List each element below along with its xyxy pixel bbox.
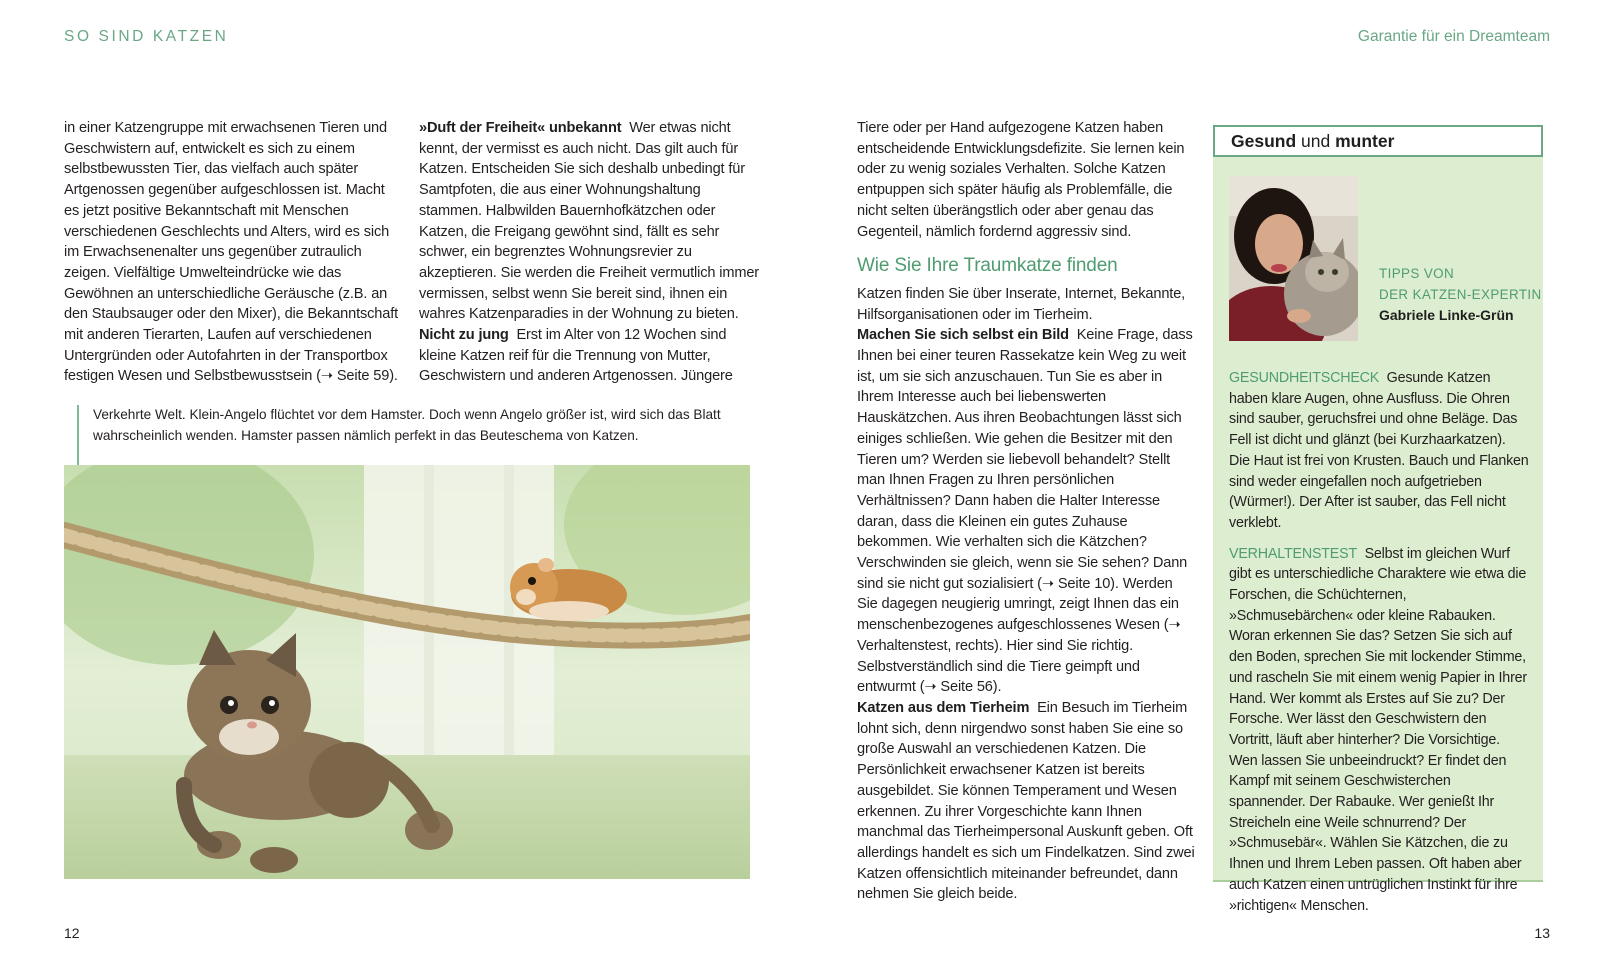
paragraph-text: Keine Frage, dass Ihnen bei einer teuren Rassekatze kein Weg zu weit ist, um sie sich anzuschauen. Tun Sie es aber in Ihrem Interesse auch bei liebenswerten Hauskätzchen. Aus ihren Beobachtungen lässt sich einiges schließen. Wie gehen die Besitzer mit den Tieren um? Werden sie liebevoll behandelt? Stellt man Ihnen Fragen zu Ihren persönlichen Verhältnissen? Dann haben die Halter Interesse daran, dass die Kleinen ein gutes Zuhause bekommen. Wie verhalten sich die Kätzchen? Verschwinden sie gleich, wenn sie Sie sehen? Dann sind sie nicht gut sozialisiert (➝ Seite 10). Werden Sie dagegen neugierig umringt, zeigt Ihnen das ein menschenbezogenes aufgeschlossenes Wesen (➝ Verhaltenstest, rechts). Hier sind Sie richtig. Selbstverständlich sind die Tiere geimpft und entwurmt (➝ Seite 56). [857, 327, 1193, 696]
tip-gesundheitscheck [1229, 368, 1529, 534]
paragraph-duft-der-freiheit [419, 118, 759, 325]
expert-portrait [1229, 176, 1358, 341]
expert-credit [1379, 264, 1542, 326]
paragraph-nicht-zu-jung [419, 325, 759, 387]
title-bold-1: Gesund [1231, 131, 1297, 151]
page-number-right: 13 [1534, 925, 1550, 941]
tip-text: Selbst im gleichen Wurf gibt es unterschiedliche Charaktere wie etwa die Forschen, die Schüchternen, »Schmusebärchen« oder kleine Rabauken. Woran erkennen Sie das? Setzen Sie sich auf den Boden, sprechen Sie mit lockender Stimme, und rascheln Sie mit einem wenig Papier in Ihrer Hand. Wer kommt als Erstes auf Sie zu? Der Forsche. Wer lässt den Geschwistern den Vortritt, läuft aber hinterher? Die Vorsichtige. Wen lassen Sie unbeeindruckt? Er findet den Kampf mit seinem Geschwisterchen spannender. Der Rabauke. Wer genießt Ihr Streicheln eine Weile schnurrend? Der »Schmusebär«. Wählen Sie Kätzchen, die zu Ihnen und Ihrem Leben passen. Oft haben aber auch Katzen einen untrüglichen Instinkt für ihre »richtigen« Menschen. [1229, 545, 1527, 914]
tip-box-title [1213, 125, 1543, 157]
run-in-heading: Katzen aus dem Tierheim [857, 699, 1030, 716]
paragraph-text: Ein Besuch im Tierheim lohnt sich, denn nirgendwo sonst haben Sie eine so große Auswahl an verschiedenen Katzen. Die Persönlichkeit erwachsener Katzen ist bereits ausgebildet. Sie können Temperament und Wesen erkennen. Zu ihrer Vorgeschichte kann Ihnen manchmal das Tierheimpersonal Auskunft geben. Oft allerdings handelt es sich um Findelkatzen. Sind zwei Katzen offensichtlich miteinander befreundet, dann nehmen Sie gleich beide. [857, 699, 1195, 903]
paragraph: in einer Katzengruppe mit erwachsenen Tieren und Geschwistern auf, entwickelt es sich zu einem selbstbewussten Tier, das vielfach auch später Artgenossen gegenüber aufgeschlossen ist. Macht es jetzt positive Bekanntschaft mit Menschen verschiedenen Geschlechts und Alters, wird es sich im Erwachsenenalter uns gegenüber zutraulich zeigen. Vielfältige Umwelteindrücke wie das Gewöhnen an unterschiedliche Geräusche (z.B. an den Staubsauger oder den Mixer), die Bekanntschaft mit anderen Tierarten, Laufen auf verschiedenen Untergründen oder Autofahrten in der Transportbox festigen Wesen und Selbstbewusstsein (➝ Seite 59). [64, 120, 399, 385]
text-column-3 [857, 118, 1197, 905]
photo-caption: Verkehrte Welt. Klein-Angelo flüchtet vor dem Hamster. Doch wenn Angelo größer ist, wird sich das Blatt wahrscheinlich wenden. Hamster passen nämlich perfekt in das Beuteschema von Katzen. [77, 405, 733, 465]
paragraph: Katzen finden Sie über Inserate, Internet, Bekannte, Hilfsorganisationen oder im Tierheim. [857, 285, 1186, 323]
expert-label-line-1: TIPPS VON [1379, 266, 1455, 281]
expert-name: Gabriele Linke-Grün [1379, 307, 1514, 323]
running-header-section: SO SIND KATZEN [64, 28, 229, 45]
run-in-heading: »Duft der Freiheit« unbekannt [419, 120, 622, 136]
tip-keyword: GESUNDHEITSCHECK [1229, 370, 1380, 386]
run-in-heading: Nicht zu jung [419, 327, 509, 344]
kitten-hamster-photo [64, 465, 750, 879]
paragraph-text: Wer etwas nicht kennt, der vermisst es auch nicht. Das gilt auch für Katzen. Entscheiden Sie sich deshalb unbedingt für Samtpfoten, die aus einer Wohnungshaltung stammen. Halbwilden Bauernhofkätzchen oder Katzen, die Freigang gewöhnt sind, fällt es sehr schwer, ein begrenztes Wohnungsrevier zu akzeptieren. Sie werden die Freiheit vermutlich immer vermissen, selbst wenn Sie bereit sind, ihnen ein wahres Katzenparadies in der Wohnung zu bieten. [419, 120, 760, 323]
page-number-left: 12 [64, 925, 80, 941]
running-header-chapter: Garantie für ein Dreamteam [1357, 28, 1550, 45]
paragraph-intro: Tiere oder per Hand aufgezogene Katzen haben entscheidende Entwicklungsdefizite. Sie lernen kein oder zu wenig soziales Verhalten. Solche Katzen entpuppen sich später häufig als Problemfälle, die nicht selten überängstlich oder aber genau das Gegenteil, nämlich fordernd aggressiv sind. [857, 120, 1185, 240]
paragraph-tierheim [857, 698, 1197, 905]
text-column-2 [419, 118, 759, 387]
title-bold-2: munter [1335, 131, 1395, 151]
tip-box [1213, 125, 1543, 914]
expert-label-line-2: DER KATZEN-EXPERTIN [1379, 286, 1542, 302]
tip-text: Gesunde Katzen haben klare Augen, ohne Ausfluss. Die Ohren sind sauber, geruchsfrei und ohne Beläge. Das Fell ist dicht und glänzt (bei Kurzhaarkatzen). Die Haut ist frei von Krusten. Bauch und Flanken sind weder eingefallen noch aufgetrieben (Würmer!). Der After ist sauber, das Fell nicht verklebt. [1229, 370, 1529, 531]
section-subheading: Wie Sie Ihre Traumkatze finden [857, 255, 1118, 277]
tip-box-text [1229, 368, 1529, 926]
title-connector: und [1296, 131, 1336, 151]
paragraph-selbst-ein-bild [857, 325, 1197, 698]
tip-verhaltenstest [1229, 544, 1529, 917]
paragraph-text: Erst im Alter von 12 Wochen sind kleine Katzen reif für die Trennung von Mutter, Geschwistern und anderen Artgenossen. Jüngere [419, 327, 733, 385]
text-column-1 [64, 118, 399, 387]
tip-keyword: VERHALTENSTEST [1229, 545, 1358, 562]
run-in-heading: Machen Sie sich selbst ein Bild [857, 327, 1069, 344]
